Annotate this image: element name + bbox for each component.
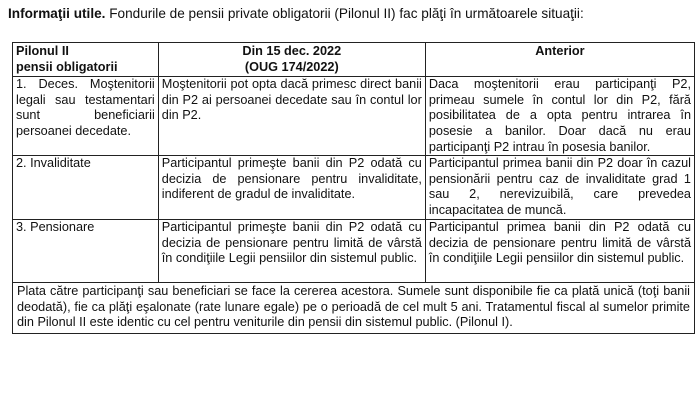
intro-text: Fondurile de pensii private obligatorii (Pilonul II) fac plăţi în următoarele situaţii:	[105, 6, 584, 21]
header-previous-rules	[425, 43, 694, 77]
intro-paragraph	[8, 5, 698, 23]
row-label-cell: 3. Pensionare	[13, 220, 159, 283]
header-pilonul-ii	[13, 43, 159, 77]
table-row	[13, 77, 695, 156]
table-row	[13, 156, 695, 220]
row-current-cell: Participantul primeşte banii din P2 odată cu decizia de pensionare pentru limită de vârstă în condiţiile Legii pensiilor din sistemul public.	[158, 220, 425, 283]
header-line: Anterior	[535, 44, 585, 58]
table-footer-row	[13, 283, 695, 334]
header-line: pensii obligatorii	[16, 59, 118, 74]
table-row	[13, 220, 695, 283]
footer-note: Plata către participanţi sau beneficiari se face la cererea acestora. Sumele sunt disponibile fie ca plată unică (toţi banii deodată), fie ca plăţi eşalonate (rate lunare egale) pe o perioadă de cel mult 5 ani. Tratamentul fiscal al sumelor primite din Pilonul II este identic cu cel pentru veniturile din pensii din sistemul public. (Pilonul I).	[13, 283, 695, 334]
header-line: Pilonul II	[16, 44, 69, 58]
intro-heading: Informaţii utile.	[8, 6, 106, 21]
row-current-cell: Moştenitorii pot opta dacă primesc direct banii din P2 ai persoanei decedate sau în contul lor din P2.	[158, 77, 425, 156]
row-previous-cell: Participantul primea banii din P2 doar în cazul pensionării pentru caz de invaliditate grad 1 sau 2, nerevizuibilă, care prevedea incapacitatea de muncă.	[425, 156, 694, 220]
row-current-cell: Participantul primeşte banii din P2 odată cu decizia de pensionare pentru invaliditate, indiferent de gradul de invaliditate.	[158, 156, 425, 220]
row-label-cell: 2. Invaliditate	[13, 156, 159, 220]
header-current-rules	[158, 43, 425, 77]
row-label-cell: 1. Deces. Moştenitorii legali sau testamentari sunt beneficiarii persoanei decedate.	[13, 77, 159, 156]
header-line: (OUG 174/2022)	[244, 59, 339, 74]
row-previous-cell: Daca moştenitorii erau participanţi P2, primeau sumele în contul lor din P2, fără posibilitatea de a opta pentru intrarea în posesie a banilor. Doar dacă nu erau participanţi P2 intrau în posesia banilor.	[425, 77, 694, 156]
table-header-row	[13, 43, 695, 77]
pension-situations-table	[12, 42, 695, 334]
row-previous-cell: Participantul primea banii din P2 odată cu decizia de pensionare pentru limită de vârstă în condiţiile Legii pensiilor din sistemul public.	[425, 220, 694, 283]
header-line: Din 15 dec. 2022	[242, 44, 342, 58]
